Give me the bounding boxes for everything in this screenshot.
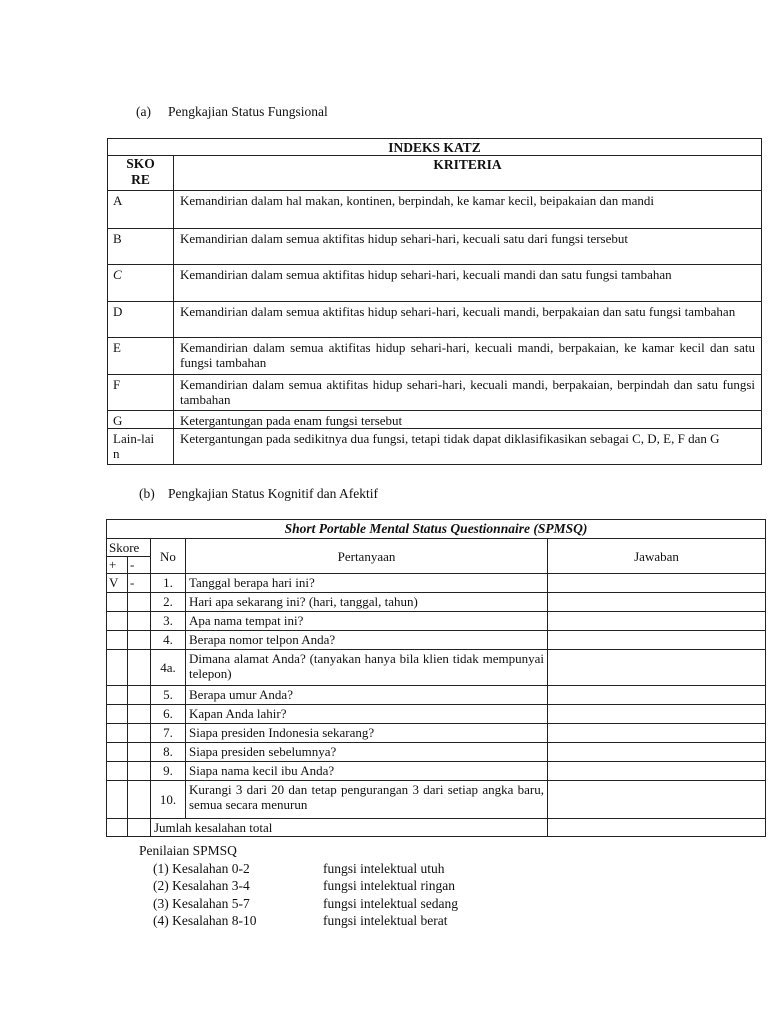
spmsq-question: Kurangi 3 dari 20 dan tetap pengurangan 3 dari setiap angka baru, semua secara menurun	[186, 781, 548, 819]
katz-row	[108, 302, 762, 338]
spmsq-plus-mark	[107, 743, 128, 762]
spmsq-minus-mark	[128, 762, 151, 781]
spmsq-question: Apa nama tempat ini?	[186, 612, 548, 631]
spmsq-minus-mark	[128, 705, 151, 724]
spmsq-row	[107, 743, 766, 762]
spmsq-answer	[548, 762, 766, 781]
spmsq-row	[107, 724, 766, 743]
katz-table-title: INDEKS KATZ	[108, 139, 762, 156]
spmsq-plus-mark	[107, 762, 128, 781]
katz-score: Lain-lain	[108, 429, 174, 465]
spmsq-row	[107, 686, 766, 705]
katz-index-table	[107, 138, 762, 465]
section-a-heading	[136, 104, 328, 120]
spmsq-col-question: Pertanyaan	[186, 539, 548, 574]
katz-row	[108, 375, 762, 411]
section-b-title: Pengkajian Status Kognitif dan Afektif	[168, 486, 378, 501]
spmsq-answer	[548, 612, 766, 631]
katz-score: F	[108, 375, 174, 411]
spmsq-total-answer	[548, 819, 766, 837]
katz-criteria: Kemandirian dalam semua aktifitas hidup sehari-hari, kecuali mandi, berpakaian, ke kamar kecil dan satu fungsi tambahan	[174, 338, 762, 375]
spmsq-row	[107, 762, 766, 781]
katz-score: A	[108, 191, 174, 229]
spmsq-answer	[548, 631, 766, 650]
katz-score: E	[108, 338, 174, 375]
spmsq-total-row	[107, 819, 766, 837]
spmsq-question: Siapa nama kecil ibu Anda?	[186, 762, 548, 781]
katz-row	[108, 229, 762, 265]
spmsq-total-plus	[107, 819, 128, 837]
evaluation-level: (2) Kesalahan 3-4	[153, 878, 250, 893]
spmsq-answer	[548, 724, 766, 743]
spmsq-answer	[548, 686, 766, 705]
evaluation-desc: fungsi intelektual sedang	[323, 895, 458, 911]
spmsq-table-title: Short Portable Mental Status Questionnaire (SPMSQ)	[107, 520, 766, 539]
evaluation-level: (1) Kesalahan 0-2	[153, 860, 250, 876]
evaluation-desc: fungsi intelektual utuh	[323, 860, 445, 876]
katz-row	[108, 338, 762, 375]
katz-criteria: Ketergantungan pada enam fungsi tersebut	[174, 411, 762, 429]
katz-col-score: SKORE	[108, 156, 174, 191]
evaluation-item	[139, 860, 445, 878]
spmsq-question: Berapa umur Anda?	[186, 686, 548, 705]
spmsq-no: 5.	[151, 686, 186, 705]
spmsq-row	[107, 574, 766, 593]
katz-score: D	[108, 302, 174, 338]
spmsq-minus-mark	[128, 631, 151, 650]
evaluation-item	[139, 912, 448, 930]
spmsq-answer	[548, 650, 766, 686]
spmsq-row	[107, 781, 766, 819]
spmsq-answer	[548, 743, 766, 762]
spmsq-col-minus: -	[128, 557, 151, 574]
katz-col-criteria: KRITERIA	[174, 156, 762, 191]
spmsq-answer	[548, 781, 766, 819]
spmsq-col-answer: Jawaban	[548, 539, 766, 574]
katz-score: G	[108, 411, 174, 429]
spmsq-no: 1.	[151, 574, 186, 593]
spmsq-no: 3.	[151, 612, 186, 631]
spmsq-evaluation	[139, 842, 458, 930]
spmsq-question: Hari apa sekarang ini? (hari, tanggal, tahun)	[186, 593, 548, 612]
katz-score: B	[108, 229, 174, 265]
katz-criteria: Kemandirian dalam semua aktifitas hidup sehari-hari, kecuali mandi, berpakaian dan satu fungsi tambahan	[174, 302, 762, 338]
spmsq-col-skore: Skore	[107, 539, 151, 557]
spmsq-table	[106, 519, 766, 837]
katz-criteria: Ketergantungan pada sedikitnya dua fungsi, tetapi tidak dapat diklasifikasikan sebagai C, D, E, F dan G	[174, 429, 762, 465]
spmsq-row	[107, 705, 766, 724]
spmsq-no: 10.	[151, 781, 186, 819]
spmsq-question: Berapa nomor telpon Anda?	[186, 631, 548, 650]
evaluation-item	[139, 895, 458, 913]
spmsq-plus-mark	[107, 686, 128, 705]
spmsq-question: Tanggal berapa hari ini?	[186, 574, 548, 593]
katz-row	[108, 191, 762, 229]
spmsq-plus-mark	[107, 724, 128, 743]
katz-criteria: Kemandirian dalam semua aktifitas hidup sehari-hari, kecuali mandi dan satu fungsi tambahan	[174, 265, 762, 302]
spmsq-plus-mark	[107, 650, 128, 686]
spmsq-minus-mark	[128, 612, 151, 631]
spmsq-no: 9.	[151, 762, 186, 781]
spmsq-no: 8.	[151, 743, 186, 762]
spmsq-minus-mark	[128, 650, 151, 686]
spmsq-plus-mark	[107, 593, 128, 612]
spmsq-plus-mark	[107, 705, 128, 724]
evaluation-desc: fungsi intelektual berat	[323, 913, 448, 928]
evaluation-level: (4) Kesalahan 8-10	[153, 913, 257, 928]
evaluation-level: (3) Kesalahan 5-7	[153, 895, 250, 911]
spmsq-question: Siapa presiden sebelumnya?	[186, 743, 548, 762]
spmsq-plus-mark	[107, 631, 128, 650]
spmsq-minus-mark	[128, 593, 151, 612]
spmsq-minus-mark	[128, 781, 151, 819]
spmsq-total-label: Jumlah kesalahan total	[151, 819, 548, 837]
spmsq-col-plus: +	[107, 557, 128, 574]
katz-criteria: Kemandirian dalam hal makan, kontinen, berpindah, ke kamar kecil, beipakaian dan mandi	[174, 191, 762, 229]
spmsq-plus-mark	[107, 612, 128, 631]
spmsq-col-no: No	[151, 539, 186, 574]
section-b-heading	[139, 486, 378, 502]
spmsq-answer	[548, 593, 766, 612]
katz-criteria: Kemandirian dalam semua aktifitas hidup sehari-hari, kecuali satu dari fungsi tersebut	[174, 229, 762, 265]
section-a-title: Pengkajian Status Fungsional	[168, 104, 328, 119]
spmsq-row	[107, 612, 766, 631]
section-a-marker: (a)	[136, 104, 151, 119]
katz-score: C	[108, 265, 174, 302]
evaluation-desc: fungsi intelektual ringan	[323, 878, 455, 893]
katz-row	[108, 411, 762, 429]
spmsq-minus-mark	[128, 724, 151, 743]
spmsq-row	[107, 631, 766, 650]
spmsq-no: 2.	[151, 593, 186, 612]
spmsq-question: Kapan Anda lahir?	[186, 705, 548, 724]
spmsq-total-minus	[128, 819, 151, 837]
katz-row	[108, 265, 762, 302]
spmsq-no: 6.	[151, 705, 186, 724]
spmsq-minus-mark	[128, 743, 151, 762]
evaluation-title: Penilaian SPMSQ	[139, 843, 237, 858]
spmsq-minus-mark: -	[128, 574, 151, 593]
spmsq-question: Siapa presiden Indonesia sekarang?	[186, 724, 548, 743]
spmsq-minus-mark	[128, 686, 151, 705]
katz-row	[108, 429, 762, 465]
katz-criteria: Kemandirian dalam semua aktifitas hidup sehari-hari, kecuali mandi, berpakaian, berpindah dan satu fungsi tambahan	[174, 375, 762, 411]
spmsq-row	[107, 593, 766, 612]
spmsq-question: Dimana alamat Anda? (tanyakan hanya bila klien tidak mempunyai telepon)	[186, 650, 548, 686]
spmsq-no: 4a.	[151, 650, 186, 686]
evaluation-item	[139, 877, 455, 895]
spmsq-plus-mark: V	[107, 574, 128, 593]
section-b-marker: (b)	[139, 486, 155, 501]
spmsq-row	[107, 650, 766, 686]
spmsq-no: 7.	[151, 724, 186, 743]
spmsq-answer	[548, 574, 766, 593]
spmsq-plus-mark	[107, 781, 128, 819]
spmsq-no: 4.	[151, 631, 186, 650]
spmsq-answer	[548, 705, 766, 724]
